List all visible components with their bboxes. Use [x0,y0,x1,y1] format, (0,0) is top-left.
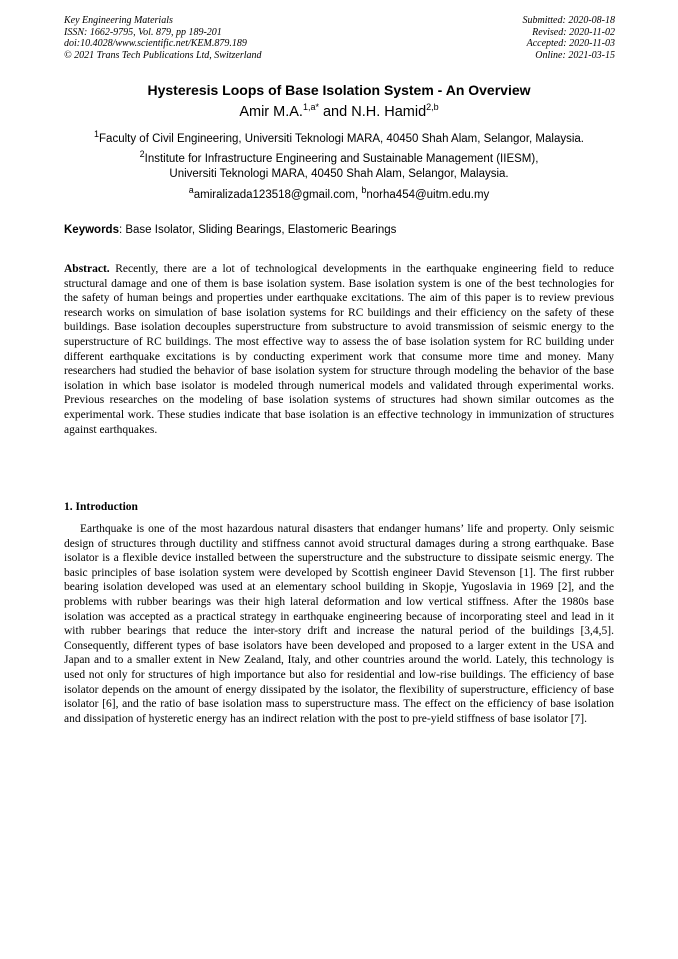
date-accepted: Accepted: 2020-11-03 [526,38,615,49]
author-2-marker: 2,b [426,102,439,113]
author-conjunction: and [318,104,352,120]
journal-doi: doi:10.4028/www.scientific.net/KEM.879.189 [64,38,247,49]
date-submitted: Submitted: 2020-08-18 [522,15,615,26]
dates-header [523,15,616,61]
journal-info-header [64,15,262,61]
affiliation-2-marker: 2 [139,149,145,160]
journal-issn: ISSN: 1662-9795, Vol. 879, pp 189-201 [64,26,222,38]
affiliation-2-line-1 [0,149,678,167]
keywords [64,224,396,236]
email-a: amiralizada123518@gmail.com, [193,189,362,201]
keywords-label: Keywords [64,224,119,236]
author-2-name: N.H. Hamid [351,104,427,120]
author-line [0,104,678,120]
author-1-marker: 1,a* [302,102,319,113]
email-b: norha454@uitm.edu.my [366,189,490,201]
abstract-text: Recently, there are a lot of technological developments in the earthquake engineering field to reduce structural damage and one of them is base isolation system. Base isolation system is one of the best technologies for the safety of human beings and properties under earthquake excitations. The aim of this paper is to review previous research works on simulation of base isolation systems for RC buildings and their efficiency on the safety of these buildings. Base isolation decouples superstructure from substructure to avoid transmission of seismic energy to the superstructure of RC buildings. The most effective way to assess the of base isolation system for RC building under different earthquake excitations is by conducting experiment work that consume more time and money. Many researchers had studied the behavior of base isolation system for structure through modeling the behavior of the base isolation in which base isolator is modeled through numerical models and validated through experimental works. Previous researches on the modeling of base isolation systems of structures had shown similar outcomes as the experimental work. These studies indicate that base isolation is an effective technology in immunization of structures against earthquakes. [64,263,614,436]
email-a-marker: a [188,185,194,196]
abstract-label: Abstract. [64,263,110,275]
paper-title: Hysteresis Loops of Base Isolation System - An Overview [147,82,531,98]
abstract [64,262,614,437]
keywords-text: : Base Isolator, Sliding Bearings, Elastomeric Bearings [118,224,397,236]
affiliation-2-text-1: Institute for Infrastructure Engineering and Sustainable Management (IIESM), [144,153,539,165]
affiliation-2 [0,149,678,182]
section-heading-introduction: 1. Introduction [64,501,138,513]
date-online: Online: 2021-03-15 [535,49,615,61]
journal-copyright: © 2021 Trans Tech Publications Ltd, Switzerland [64,49,262,61]
journal-name: Key Engineering Materials [64,15,173,26]
introduction-paragraph: Earthquake is one of the most hazardous natural disasters that endanger humans’ life and property. Only seismic design of structures through ductility and stiffness cannot avoid structural damages during a strong earthquake. Base isolator is a flexible device installed between the superstructure and the substructure to dissipate seismic energy. The basic principles of base isolation system were developed by Scottish engineer David Stevenson [1]. The first rubber bearing isolation developed was used at an elementary school building in Skopje, Yugoslavia in 1969 [2], and the problems with rubber bearings was their high lateral deformation and low vertical stiffness. After the 1980s base isolation was accepted as a practical strategy in earthquake engineering because of incorporating steel and lead in it with rubber bearings that reduce the inter-story drift and increase the natural period of the buildings [3,4,5]. Consequently, different types of base isolators have been developed and proposed to a larger extent in the USA and Japan and to a smaller extent in New Zealand, Italy, and other countries around the world. Lately, this technology is used not only for structures of high importance but also for residential and low-rise buildings. The efficiency of base isolator depends on the amount of energy dissipated by the isolator, the flexibility of superstructure, efficiency of base isolator [6], and the ratio of base isolation mass to superstructure mass. The effect on the efficiency of base isolation and dissipation of hysteretic energy has an indirect relation with the post to pre-yield stiffness of base isolator [7]. [64,523,614,725]
author-1-name: Amir M.A. [239,104,303,120]
affiliation-2-line-2: Universiti Teknologi MARA, 40450 Shah Alam, Selangor, Malaysia. [169,168,509,180]
email-b-marker: b [361,185,367,196]
email-line [0,185,678,203]
affiliation-1-text: Faculty of Civil Engineering, Universiti Teknologi MARA, 40450 Shah Alam, Selangor, Malaysia. [99,133,584,145]
affiliation-1 [0,129,678,147]
date-revised: Revised: 2020-11-02 [532,26,615,38]
affiliation-1-marker: 1 [94,129,100,140]
